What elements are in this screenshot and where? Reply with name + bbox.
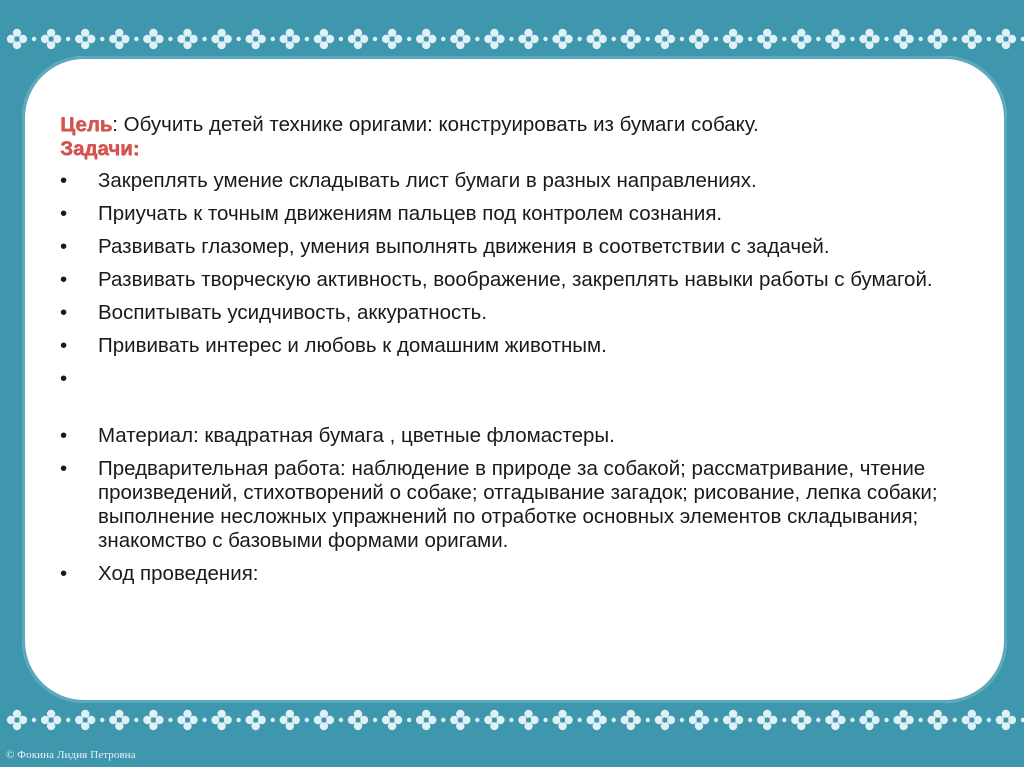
list-item-text: Ход проведения: [98,562,259,585]
ornament-motif [655,710,684,730]
ornament-motif [143,710,172,730]
bullet-icon: • [60,169,68,192]
decorative-ornament-bottom [0,705,1024,735]
bullet-icon: • [60,202,68,225]
bullet-icon: • [60,301,68,324]
bullet-icon: • [60,235,68,258]
bullet-icon: • [60,268,68,291]
ornament-motif [280,710,309,730]
ornament-motif [348,710,377,730]
ornament-motif [723,29,752,49]
ornament-motif [450,29,479,49]
list-item [60,169,970,193]
ornament-motif [621,29,650,49]
bullet-icon: • [60,334,68,357]
ornament-motif [825,710,854,730]
footer-credit: © Фокина Лидия Петровна [6,749,136,761]
bullet-icon: • [60,562,68,585]
ornament-motif [689,29,718,49]
list-item [60,424,970,448]
ornament-motif [348,29,377,49]
ornament-motif [893,710,922,730]
ornament-motif [109,29,138,49]
ornament-motif [7,710,36,730]
list-item-text: Воспитывать усидчивость, аккуратность. [98,301,488,324]
ornament-motif [41,29,70,49]
list-item-text: Предварительная работа: наблюдение в природе за собакой; рассматривание, чтение произведений, стихотворений о собаке; отгадывание загадок; рисование, лепка собаки; выполнение несложных упражнений по отработке основных элементов складывания; знакомство с базовыми формами оригами. [98,457,938,552]
decorative-ornament-top [0,24,1024,54]
ornament-motif [587,29,616,49]
list-item [60,202,970,226]
ornament-motif [825,29,854,49]
list-item [60,235,970,259]
tasks-label: Задачи: [60,137,140,160]
list-item-text: Материал: квадратная бумага , цветные фломастеры. [98,424,615,447]
goal-line [60,113,970,137]
bullet-icon: • [60,457,68,480]
ornament-motif [859,710,888,730]
ornament-motif [689,710,718,730]
list-item [60,268,970,292]
ornament-motif [928,710,957,730]
ornament-motif [484,710,513,730]
ornament-motif [757,29,786,49]
ornament-motif [791,710,820,730]
goal-label: Цель [60,113,113,136]
list-item [60,457,970,553]
ornament-motif [75,710,104,730]
ornament-motif [996,29,1024,49]
list-item [60,301,970,325]
ornament-motif [723,710,752,730]
ornament-motif [518,29,547,49]
ornament-motif [484,29,513,49]
ornament-motif [859,29,888,49]
ornament-motif [75,29,104,49]
ornament-motif [757,710,786,730]
ornament-motif [280,29,309,49]
ornament-motif [246,29,275,49]
ornament-motif [416,29,445,49]
ornament-motif [314,29,343,49]
ornament-motif [450,710,479,730]
ornament-motif [7,29,36,49]
goal-text: : Обучить детей технике оригами: конструировать из бумаги собаку. [112,113,759,136]
ornament-motif [177,29,206,49]
list-item [60,334,970,358]
bullet-list [60,169,970,586]
ornament-motif [552,29,581,49]
ornament-motif [962,710,991,730]
ornament-motif [41,710,70,730]
ornament-motif [177,710,206,730]
ornament-motif [621,710,650,730]
ornament-motif [893,29,922,49]
list-item-text: Приучать к точным движениям пальцев под контролем сознания. [98,202,723,225]
list-item-text: Закреплять умение складывать лист бумаги в разных направлениях. [98,169,757,192]
ornament-motif [382,710,411,730]
list-item-empty [60,367,970,391]
ornament-motif [211,29,240,49]
ornament-motif [382,29,411,49]
ornament-motif [143,29,172,49]
list-item-text: Развивать творческую активность, воображение, закреплять навыки работы с бумагой. [98,268,933,291]
list-item [60,562,970,586]
ornament-motif [962,29,991,49]
ornament-motif [109,710,138,730]
bullet-icon: • [60,424,68,447]
ornament-motif [211,710,240,730]
list-item-text: Развивать глазомер, умения выполнять движения в соответствии с задачей. [98,235,830,258]
slide-content [60,113,970,595]
ornament-motif [552,710,581,730]
ornament-motif [655,29,684,49]
list-item-text: Прививать интерес и любовь к домашним животным. [98,334,607,357]
bullet-icon: • [60,367,68,390]
ornament-motif [246,710,275,730]
ornament-motif [518,710,547,730]
ornament-motif [314,710,343,730]
ornament-motif [928,29,957,49]
ornament-motif [416,710,445,730]
ornament-motif [996,710,1024,730]
ornament-motif [791,29,820,49]
ornament-motif [587,710,616,730]
